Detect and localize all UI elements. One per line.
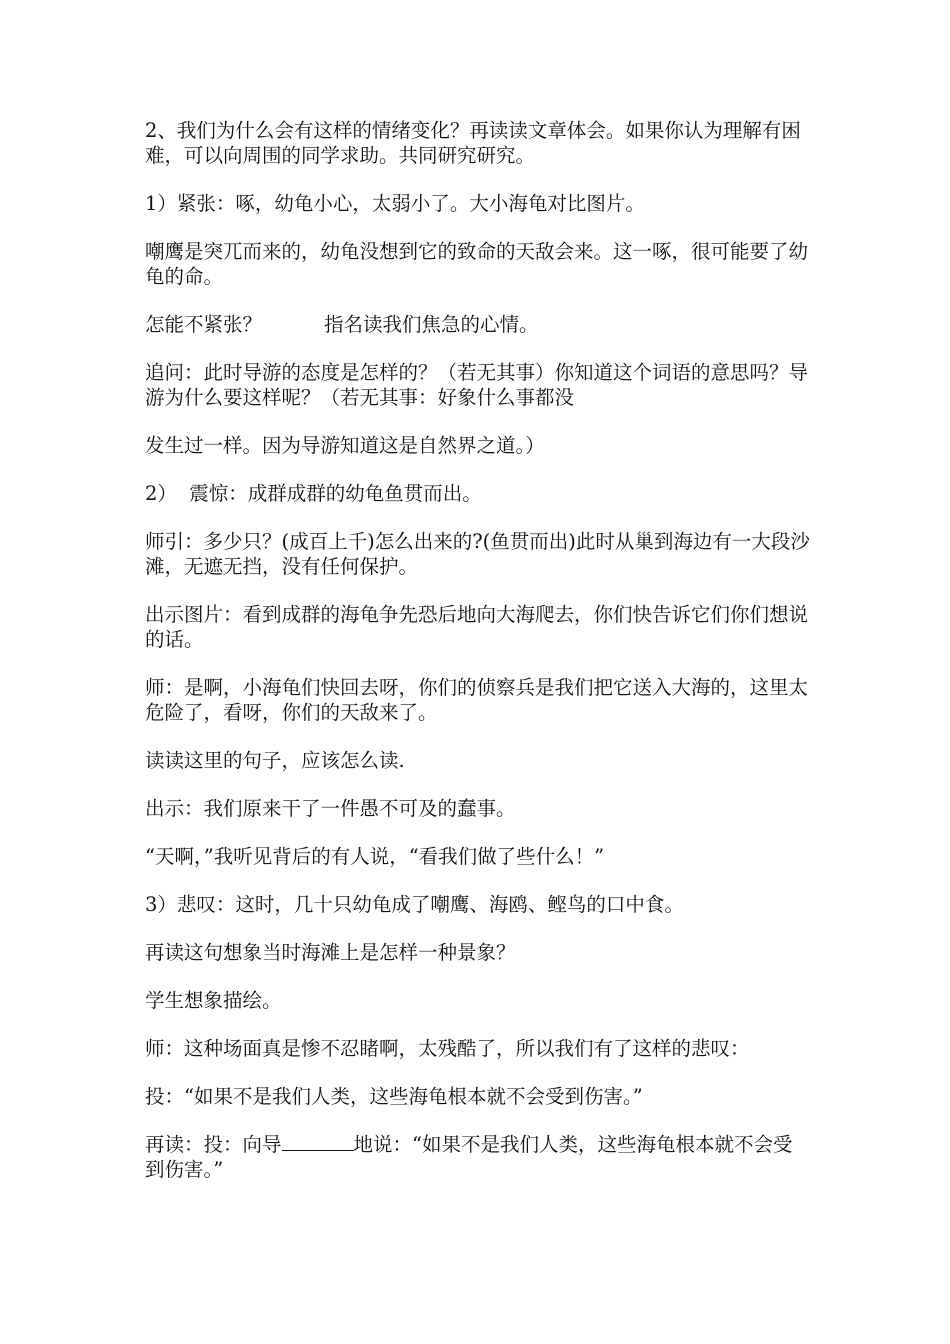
paragraph-18: 投：“如果不是我们人类，这些海龟根本就不会受到伤害。” [145, 1085, 643, 1108]
paragraph-14: 3）悲叹：这时，几十只幼龟成了嘲鹰、海鸥、鲣鸟的口中食。 [145, 893, 684, 916]
fill-in-blank [282, 1132, 354, 1151]
fill-in-prefix: 再读：投：向导 [145, 1133, 282, 1156]
paragraph-16: 学生想象描绘。 [145, 989, 282, 1012]
paragraph-6: 发生过一样。因为导游知道这是自然界之道。） [145, 434, 545, 457]
paragraph-9: 出示图片：看到成群的海龟争先恐后地向大海爬去，你们快告诉它们你们想说的话。 [145, 603, 809, 651]
paragraph-1: 2、我们为什么会有这样的情绪变化？再读读文章体会。如果你认为理解有困难，可以向周围的同学求助。共同研究研究。 [145, 119, 801, 167]
paragraph-8: 师引：多少只？(成百上千)怎么出来的?(鱼贯而出)此时从巢到海边有一大段沙滩，无遮无挡，没有任何保护。 [145, 530, 810, 578]
paragraph-19-fill-in [145, 1132, 810, 1182]
paragraph-17: 师：这种场面真是惨不忍睹啊，太残酷了，所以我们有了这样的悲叹： [145, 1037, 750, 1060]
paragraph-13: “天啊，”我听见背后的有人说，“看我们做了些什么！” [145, 845, 605, 868]
paragraph-7: 2） 震惊：成群成群的幼龟鱼贯而出。 [145, 482, 482, 505]
fill-in-suffix: 地说：“如果不是我们人类，这些海龟根本就不会受到伤害。” [145, 1133, 793, 1181]
document-page [145, 118, 810, 1205]
paragraph-12: 出示：我们原来干了一件愚不可及的蠢事。 [145, 797, 516, 820]
paragraph-5: 追问：此时导游的态度是怎样的？（若无其事）你知道这个词语的意思吗？导游为什么要这样呢？（若无其事：好象什么事都没 [145, 361, 809, 409]
paragraph-10: 师：是啊，小海龟们快回去呀，你们的侦察兵是我们把它送入大海的，这里太危险了，看呀，你们的天敌来了。 [145, 676, 809, 724]
paragraph-2: 1）紧张：啄，幼龟小心，太弱小了。大小海龟对比图片。 [145, 192, 645, 215]
paragraph-15: 再读这句想象当时海滩上是怎样一种景象？ [145, 941, 516, 964]
paragraph-3: 嘲鹰是突兀而来的，幼龟没想到它的致命的天敌会来。这一啄，很可能要了幼龟的命。 [145, 240, 809, 288]
paragraph-4: 怎能不紧张？ 指名读我们焦急的心情。 [145, 313, 539, 336]
paragraph-11: 读读这里的句子，应该怎么读. [145, 749, 405, 772]
